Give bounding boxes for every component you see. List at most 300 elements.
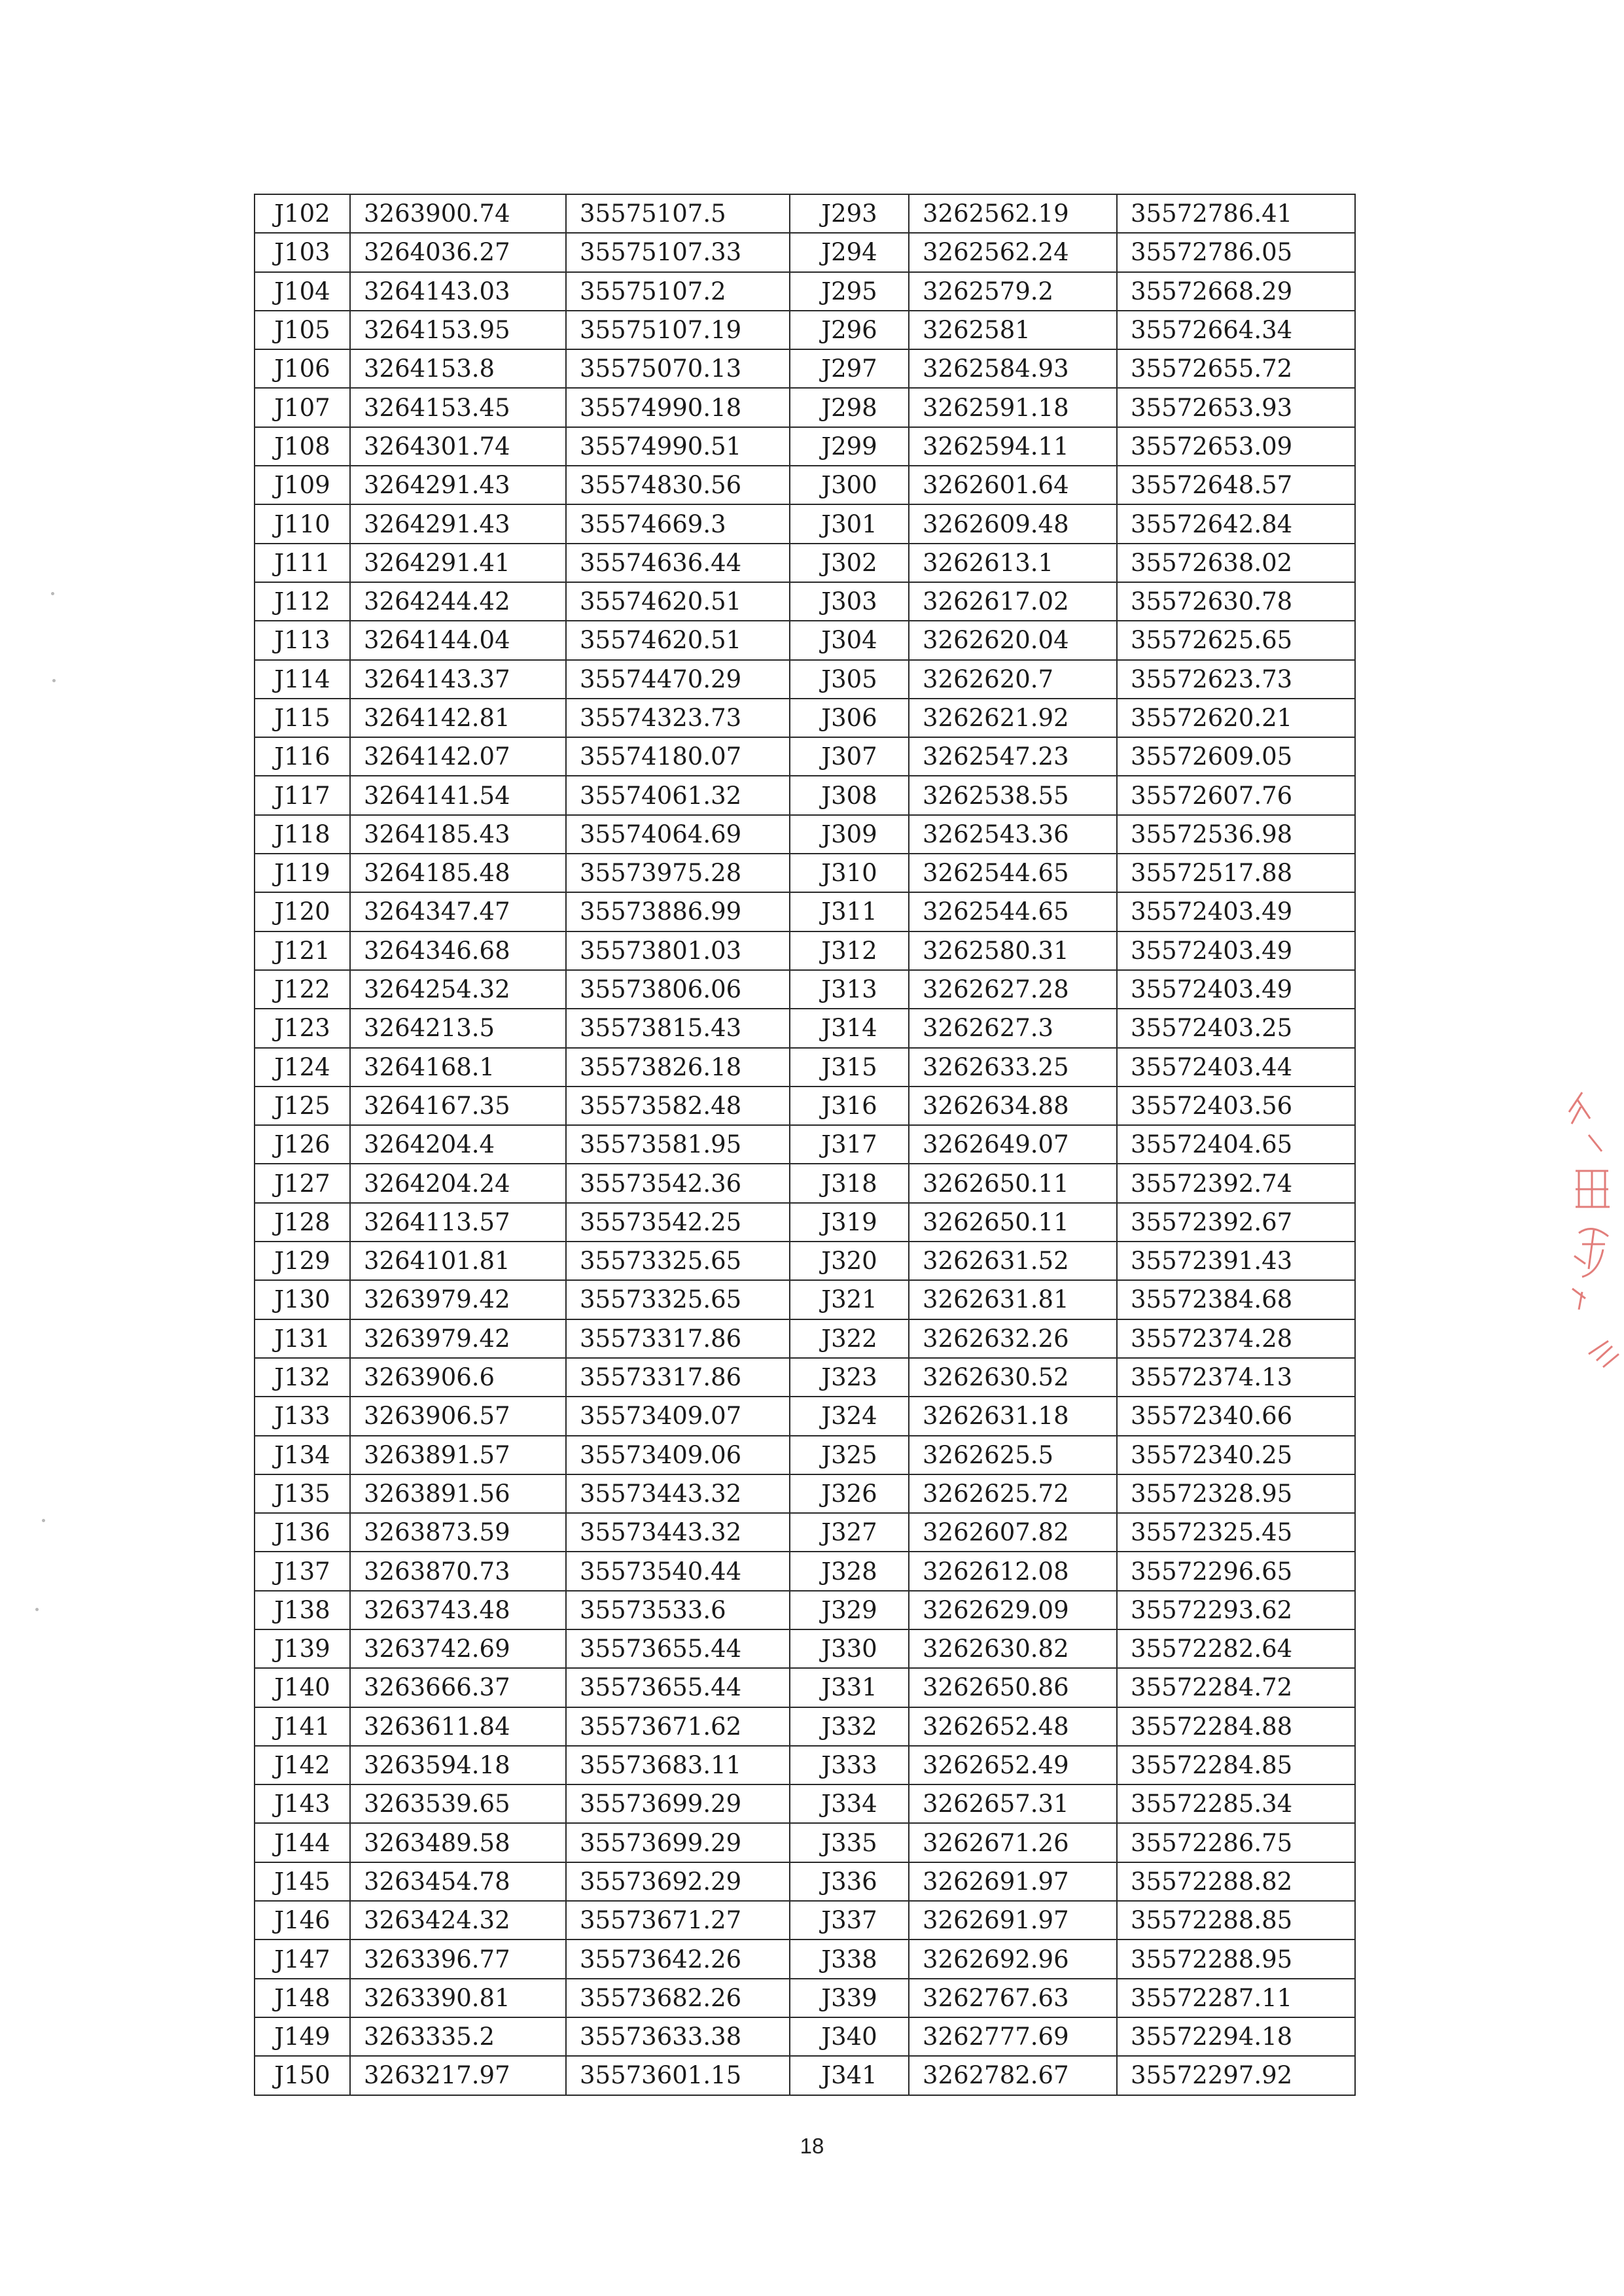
x-coordinate-cell: 3262627.3	[909, 1009, 1117, 1047]
point-id-cell: J319	[790, 1203, 909, 1242]
table-row	[255, 776, 1355, 814]
y-coordinate-cell: 35572620.21	[1117, 699, 1355, 737]
x-coordinate-cell: 3262621.92	[909, 699, 1117, 737]
x-coordinate-cell: 3264113.57	[350, 1203, 566, 1242]
point-id-cell: J337	[790, 1901, 909, 1939]
x-coordinate-cell: 3263743.48	[350, 1591, 566, 1629]
point-id-cell: J334	[790, 1784, 909, 1823]
x-coordinate-cell: 3262620.7	[909, 660, 1117, 699]
x-coordinate-cell: 3262625.5	[909, 1436, 1117, 1474]
y-coordinate-cell: 35573655.44	[566, 1629, 790, 1668]
table-row	[255, 272, 1355, 311]
x-coordinate-cell: 3264244.42	[350, 582, 566, 621]
y-coordinate-cell: 35573886.99	[566, 892, 790, 931]
point-id-cell: J308	[790, 776, 909, 814]
coordinate-table	[254, 194, 1356, 2096]
x-coordinate-cell: 3262652.48	[909, 1707, 1117, 1746]
y-coordinate-cell: 35572391.43	[1117, 1242, 1355, 1280]
point-id-cell: J148	[255, 1979, 350, 2017]
table-row	[255, 466, 1355, 504]
table-row	[255, 1979, 1355, 2017]
point-id-cell: J147	[255, 1939, 350, 1978]
table-row	[255, 1358, 1355, 1397]
y-coordinate-cell: 35572625.65	[1117, 621, 1355, 659]
table-row	[255, 1125, 1355, 1164]
point-id-cell: J297	[790, 349, 909, 388]
y-coordinate-cell: 35574620.51	[566, 621, 790, 659]
x-coordinate-cell: 3262631.18	[909, 1397, 1117, 1435]
table-row	[255, 233, 1355, 271]
point-id-cell: J131	[255, 1319, 350, 1358]
x-coordinate-cell: 3262617.02	[909, 582, 1117, 621]
table-row	[255, 194, 1355, 233]
point-id-cell: J129	[255, 1242, 350, 1280]
x-coordinate-cell: 3262594.11	[909, 427, 1117, 466]
point-id-cell: J139	[255, 1629, 350, 1668]
x-coordinate-cell: 3264143.03	[350, 272, 566, 311]
y-coordinate-cell: 35572403.44	[1117, 1048, 1355, 1087]
x-coordinate-cell: 3262631.52	[909, 1242, 1117, 1280]
point-id-cell: J305	[790, 660, 909, 699]
y-coordinate-cell: 35574990.18	[566, 388, 790, 426]
point-id-cell: J313	[790, 970, 909, 1009]
x-coordinate-cell: 3263611.84	[350, 1707, 566, 1746]
table-row	[255, 815, 1355, 854]
x-coordinate-cell: 3264142.07	[350, 737, 566, 776]
point-id-cell: J135	[255, 1474, 350, 1513]
point-id-cell: J303	[790, 582, 909, 621]
point-id-cell: J103	[255, 233, 350, 271]
y-coordinate-cell: 35572664.34	[1117, 311, 1355, 349]
x-coordinate-cell: 3263489.58	[350, 1823, 566, 1862]
y-coordinate-cell: 35572392.67	[1117, 1203, 1355, 1242]
x-coordinate-cell: 3263594.18	[350, 1746, 566, 1784]
point-id-cell: J141	[255, 1707, 350, 1746]
table-row	[255, 1746, 1355, 1784]
point-id-cell: J302	[790, 544, 909, 582]
x-coordinate-cell: 3262601.64	[909, 466, 1117, 504]
x-coordinate-cell: 3264347.47	[350, 892, 566, 931]
point-id-cell: J336	[790, 1862, 909, 1901]
point-id-cell: J117	[255, 776, 350, 814]
x-coordinate-cell: 3263891.56	[350, 1474, 566, 1513]
point-id-cell: J300	[790, 466, 909, 504]
point-id-cell: J293	[790, 194, 909, 233]
table-row	[255, 1280, 1355, 1319]
y-coordinate-cell: 35573540.44	[566, 1552, 790, 1590]
point-id-cell: J296	[790, 311, 909, 349]
y-coordinate-cell: 35573317.86	[566, 1319, 790, 1358]
x-coordinate-cell: 3262650.11	[909, 1164, 1117, 1202]
y-coordinate-cell: 35573409.07	[566, 1397, 790, 1435]
y-coordinate-cell: 35572392.74	[1117, 1164, 1355, 1202]
point-id-cell: J311	[790, 892, 909, 931]
y-coordinate-cell: 35572786.05	[1117, 233, 1355, 271]
y-coordinate-cell: 35572607.76	[1117, 776, 1355, 814]
y-coordinate-cell: 35573699.29	[566, 1784, 790, 1823]
x-coordinate-cell: 3264254.32	[350, 970, 566, 1009]
table-row	[255, 544, 1355, 582]
y-coordinate-cell: 35574323.73	[566, 699, 790, 737]
point-id-cell: J333	[790, 1746, 909, 1784]
x-coordinate-cell: 3264141.54	[350, 776, 566, 814]
point-id-cell: J330	[790, 1629, 909, 1668]
y-coordinate-cell: 35572374.13	[1117, 1358, 1355, 1397]
y-coordinate-cell: 35573683.11	[566, 1746, 790, 1784]
point-id-cell: J145	[255, 1862, 350, 1901]
y-coordinate-cell: 35572284.85	[1117, 1746, 1355, 1784]
x-coordinate-cell: 3263891.57	[350, 1436, 566, 1474]
x-coordinate-cell: 3262625.72	[909, 1474, 1117, 1513]
point-id-cell: J132	[255, 1358, 350, 1397]
x-coordinate-cell: 3264143.37	[350, 660, 566, 699]
y-coordinate-cell: 35573815.43	[566, 1009, 790, 1047]
table-row	[255, 1397, 1355, 1435]
table-row	[255, 1668, 1355, 1707]
y-coordinate-cell: 35572668.29	[1117, 272, 1355, 311]
y-coordinate-cell: 35573826.18	[566, 1048, 790, 1087]
y-coordinate-cell: 35572288.95	[1117, 1939, 1355, 1978]
x-coordinate-cell: 3264168.1	[350, 1048, 566, 1087]
point-id-cell: J341	[790, 2056, 909, 2095]
x-coordinate-cell: 3262612.08	[909, 1552, 1117, 1590]
y-coordinate-cell: 35574061.32	[566, 776, 790, 814]
point-id-cell: J301	[790, 504, 909, 543]
y-coordinate-cell: 35574636.44	[566, 544, 790, 582]
point-id-cell: J339	[790, 1979, 909, 2017]
x-coordinate-cell: 3262649.07	[909, 1125, 1117, 1164]
x-coordinate-cell: 3264204.4	[350, 1125, 566, 1164]
point-id-cell: J115	[255, 699, 350, 737]
x-coordinate-cell: 3263666.37	[350, 1668, 566, 1707]
point-id-cell: J317	[790, 1125, 909, 1164]
y-coordinate-cell: 35572286.75	[1117, 1823, 1355, 1862]
x-coordinate-cell: 3264204.24	[350, 1164, 566, 1202]
y-coordinate-cell: 35573582.48	[566, 1087, 790, 1125]
y-coordinate-cell: 35572296.65	[1117, 1552, 1355, 1590]
point-id-cell: J338	[790, 1939, 909, 1978]
y-coordinate-cell: 35572630.78	[1117, 582, 1355, 621]
x-coordinate-cell: 3263906.57	[350, 1397, 566, 1435]
table-row	[255, 2056, 1355, 2095]
x-coordinate-cell: 3263396.77	[350, 1939, 566, 1978]
y-coordinate-cell: 35572294.18	[1117, 2017, 1355, 2056]
y-coordinate-cell: 35572340.66	[1117, 1397, 1355, 1435]
y-coordinate-cell: 35572384.68	[1117, 1280, 1355, 1319]
table-row	[255, 1591, 1355, 1629]
y-coordinate-cell: 35573692.29	[566, 1862, 790, 1901]
y-coordinate-cell: 35575107.33	[566, 233, 790, 271]
y-coordinate-cell: 35572655.72	[1117, 349, 1355, 388]
y-coordinate-cell: 35572403.49	[1117, 970, 1355, 1009]
x-coordinate-cell: 3264291.43	[350, 466, 566, 504]
point-id-cell: J335	[790, 1823, 909, 1862]
y-coordinate-cell: 35572403.49	[1117, 892, 1355, 931]
x-coordinate-cell: 3263454.78	[350, 1862, 566, 1901]
table-row	[255, 504, 1355, 543]
table-row	[255, 1048, 1355, 1087]
y-coordinate-cell: 35573633.38	[566, 2017, 790, 2056]
x-coordinate-cell: 3263424.32	[350, 1901, 566, 1939]
y-coordinate-cell: 35574830.56	[566, 466, 790, 504]
table-row	[255, 1513, 1355, 1552]
y-coordinate-cell: 35572403.56	[1117, 1087, 1355, 1125]
y-coordinate-cell: 35572287.11	[1117, 1979, 1355, 2017]
table-row	[255, 388, 1355, 426]
point-id-cell: J309	[790, 815, 909, 854]
point-id-cell: J316	[790, 1087, 909, 1125]
x-coordinate-cell: 3262632.26	[909, 1319, 1117, 1358]
y-coordinate-cell: 35572285.34	[1117, 1784, 1355, 1823]
y-coordinate-cell: 35572638.02	[1117, 544, 1355, 582]
scan-speck	[35, 1608, 39, 1611]
y-coordinate-cell: 35572648.57	[1117, 466, 1355, 504]
y-coordinate-cell: 35573975.28	[566, 854, 790, 892]
page-number: 18	[800, 2134, 824, 2158]
x-coordinate-cell: 3264036.27	[350, 233, 566, 271]
point-id-cell: J332	[790, 1707, 909, 1746]
point-id-cell: J102	[255, 194, 350, 233]
point-id-cell: J310	[790, 854, 909, 892]
x-coordinate-cell: 3264144.04	[350, 621, 566, 659]
x-coordinate-cell: 3262609.48	[909, 504, 1117, 543]
y-coordinate-cell: 35572293.62	[1117, 1591, 1355, 1629]
point-id-cell: J114	[255, 660, 350, 699]
x-coordinate-cell: 3263873.59	[350, 1513, 566, 1552]
point-id-cell: J325	[790, 1436, 909, 1474]
table-row	[255, 1823, 1355, 1862]
y-coordinate-cell: 35572374.28	[1117, 1319, 1355, 1358]
x-coordinate-cell: 3262584.93	[909, 349, 1117, 388]
table-row	[255, 1707, 1355, 1746]
point-id-cell: J133	[255, 1397, 350, 1435]
x-coordinate-cell: 3264346.68	[350, 931, 566, 970]
x-coordinate-cell: 3262627.28	[909, 970, 1117, 1009]
table-row	[255, 1939, 1355, 1978]
x-coordinate-cell: 3262634.88	[909, 1087, 1117, 1125]
point-id-cell: J105	[255, 311, 350, 349]
point-id-cell: J320	[790, 1242, 909, 1280]
x-coordinate-cell: 3262650.86	[909, 1668, 1117, 1707]
y-coordinate-cell: 35572517.88	[1117, 854, 1355, 892]
table-row	[255, 1474, 1355, 1513]
point-id-cell: J107	[255, 388, 350, 426]
x-coordinate-cell: 3262630.82	[909, 1629, 1117, 1668]
y-coordinate-cell: 35575070.13	[566, 349, 790, 388]
point-id-cell: J138	[255, 1591, 350, 1629]
point-id-cell: J109	[255, 466, 350, 504]
y-coordinate-cell: 35572282.64	[1117, 1629, 1355, 1668]
table-row	[255, 1784, 1355, 1823]
y-coordinate-cell: 35572284.72	[1117, 1668, 1355, 1707]
y-coordinate-cell: 35572609.05	[1117, 737, 1355, 776]
table-row	[255, 1901, 1355, 1939]
y-coordinate-cell: 35572653.93	[1117, 388, 1355, 426]
table-row	[255, 1319, 1355, 1358]
y-coordinate-cell: 35572284.88	[1117, 1707, 1355, 1746]
point-id-cell: J136	[255, 1513, 350, 1552]
table-row	[255, 582, 1355, 621]
y-coordinate-cell: 35573409.06	[566, 1436, 790, 1474]
x-coordinate-cell: 3263539.65	[350, 1784, 566, 1823]
point-id-cell: J150	[255, 2056, 350, 2095]
x-coordinate-cell: 3264301.74	[350, 427, 566, 466]
point-id-cell: J124	[255, 1048, 350, 1087]
y-coordinate-cell: 35573642.26	[566, 1939, 790, 1978]
y-coordinate-cell: 35573533.6	[566, 1591, 790, 1629]
x-coordinate-cell: 3264153.8	[350, 349, 566, 388]
y-coordinate-cell: 35573806.06	[566, 970, 790, 1009]
table-row	[255, 1436, 1355, 1474]
table-row	[255, 621, 1355, 659]
x-coordinate-cell: 3262652.49	[909, 1746, 1117, 1784]
y-coordinate-cell: 35573801.03	[566, 931, 790, 970]
y-coordinate-cell: 35573699.29	[566, 1823, 790, 1862]
point-id-cell: J108	[255, 427, 350, 466]
table-row	[255, 1552, 1355, 1590]
table-row	[255, 1242, 1355, 1280]
point-id-cell: J111	[255, 544, 350, 582]
point-id-cell: J304	[790, 621, 909, 659]
x-coordinate-cell: 3264291.43	[350, 504, 566, 543]
red-seal-stamp	[1562, 1073, 1624, 1413]
x-coordinate-cell: 3262629.09	[909, 1591, 1117, 1629]
point-id-cell: J140	[255, 1668, 350, 1707]
y-coordinate-cell: 35573671.62	[566, 1707, 790, 1746]
table-row	[255, 737, 1355, 776]
point-id-cell: J143	[255, 1784, 350, 1823]
point-id-cell: J116	[255, 737, 350, 776]
x-coordinate-cell: 3263217.97	[350, 2056, 566, 2095]
scan-speck	[42, 1519, 45, 1522]
y-coordinate-cell: 35572288.85	[1117, 1901, 1355, 1939]
point-id-cell: J326	[790, 1474, 909, 1513]
point-id-cell: J329	[790, 1591, 909, 1629]
table-row	[255, 1087, 1355, 1125]
y-coordinate-cell: 35575107.2	[566, 272, 790, 311]
y-coordinate-cell: 35572325.45	[1117, 1513, 1355, 1552]
point-id-cell: J298	[790, 388, 909, 426]
y-coordinate-cell: 35573655.44	[566, 1668, 790, 1707]
point-id-cell: J331	[790, 1668, 909, 1707]
table-row	[255, 311, 1355, 349]
x-coordinate-cell: 3263979.42	[350, 1280, 566, 1319]
x-coordinate-cell: 3262562.24	[909, 233, 1117, 271]
x-coordinate-cell: 3262657.31	[909, 1784, 1117, 1823]
y-coordinate-cell: 35574470.29	[566, 660, 790, 699]
x-coordinate-cell: 3262650.11	[909, 1203, 1117, 1242]
x-coordinate-cell: 3263906.6	[350, 1358, 566, 1397]
point-id-cell: J321	[790, 1280, 909, 1319]
point-id-cell: J126	[255, 1125, 350, 1164]
x-coordinate-cell: 3262547.23	[909, 737, 1117, 776]
y-coordinate-cell: 35573542.36	[566, 1164, 790, 1202]
table-row	[255, 427, 1355, 466]
point-id-cell: J315	[790, 1048, 909, 1087]
x-coordinate-cell: 3262631.81	[909, 1280, 1117, 1319]
x-coordinate-cell: 3262633.25	[909, 1048, 1117, 1087]
x-coordinate-cell: 3262671.26	[909, 1823, 1117, 1862]
table-row	[255, 1629, 1355, 1668]
y-coordinate-cell: 35573325.65	[566, 1280, 790, 1319]
x-coordinate-cell: 3263870.73	[350, 1552, 566, 1590]
y-coordinate-cell: 35573443.32	[566, 1474, 790, 1513]
table-row	[255, 660, 1355, 699]
x-coordinate-cell: 3262620.04	[909, 621, 1117, 659]
point-id-cell: J122	[255, 970, 350, 1009]
point-id-cell: J104	[255, 272, 350, 311]
point-id-cell: J295	[790, 272, 909, 311]
x-coordinate-cell: 3264185.43	[350, 815, 566, 854]
point-id-cell: J314	[790, 1009, 909, 1047]
point-id-cell: J323	[790, 1358, 909, 1397]
point-id-cell: J120	[255, 892, 350, 931]
x-coordinate-cell: 3263900.74	[350, 194, 566, 233]
point-id-cell: J127	[255, 1164, 350, 1202]
table-row	[255, 892, 1355, 931]
y-coordinate-cell: 35573317.86	[566, 1358, 790, 1397]
y-coordinate-cell: 35572536.98	[1117, 815, 1355, 854]
point-id-cell: J318	[790, 1164, 909, 1202]
coordinate-table-body	[255, 194, 1355, 2095]
point-id-cell: J144	[255, 1823, 350, 1862]
y-coordinate-cell: 35572653.09	[1117, 427, 1355, 466]
x-coordinate-cell: 3262613.1	[909, 544, 1117, 582]
x-coordinate-cell: 3262562.19	[909, 194, 1117, 233]
x-coordinate-cell: 3264291.41	[350, 544, 566, 582]
x-coordinate-cell: 3263335.2	[350, 2017, 566, 2056]
point-id-cell: J128	[255, 1203, 350, 1242]
scan-speck	[51, 592, 54, 595]
x-coordinate-cell: 3262538.55	[909, 776, 1117, 814]
y-coordinate-cell: 35575107.19	[566, 311, 790, 349]
table-row	[255, 1203, 1355, 1242]
x-coordinate-cell: 3262580.31	[909, 931, 1117, 970]
x-coordinate-cell: 3262544.65	[909, 892, 1117, 931]
table-row	[255, 854, 1355, 892]
x-coordinate-cell: 3264213.5	[350, 1009, 566, 1047]
x-coordinate-cell: 3264167.35	[350, 1087, 566, 1125]
table-row	[255, 970, 1355, 1009]
y-coordinate-cell: 35572623.73	[1117, 660, 1355, 699]
x-coordinate-cell: 3264101.81	[350, 1242, 566, 1280]
y-coordinate-cell: 35574669.3	[566, 504, 790, 543]
y-coordinate-cell: 35573682.26	[566, 1979, 790, 2017]
point-id-cell: J134	[255, 1436, 350, 1474]
y-coordinate-cell: 35573601.15	[566, 2056, 790, 2095]
x-coordinate-cell: 3264153.45	[350, 388, 566, 426]
point-id-cell: J299	[790, 427, 909, 466]
point-id-cell: J312	[790, 931, 909, 970]
point-id-cell: J106	[255, 349, 350, 388]
x-coordinate-cell: 3264153.95	[350, 311, 566, 349]
point-id-cell: J112	[255, 582, 350, 621]
y-coordinate-cell: 35572288.82	[1117, 1862, 1355, 1901]
y-coordinate-cell: 35574180.07	[566, 737, 790, 776]
y-coordinate-cell: 35573542.25	[566, 1203, 790, 1242]
point-id-cell: J327	[790, 1513, 909, 1552]
x-coordinate-cell: 3262691.97	[909, 1862, 1117, 1901]
y-coordinate-cell: 35575107.5	[566, 194, 790, 233]
y-coordinate-cell: 35574064.69	[566, 815, 790, 854]
x-coordinate-cell: 3263390.81	[350, 1979, 566, 2017]
y-coordinate-cell: 35572642.84	[1117, 504, 1355, 543]
point-id-cell: J119	[255, 854, 350, 892]
point-id-cell: J328	[790, 1552, 909, 1590]
x-coordinate-cell: 3262579.2	[909, 272, 1117, 311]
x-coordinate-cell: 3264142.81	[350, 699, 566, 737]
scan-speck	[52, 679, 56, 682]
